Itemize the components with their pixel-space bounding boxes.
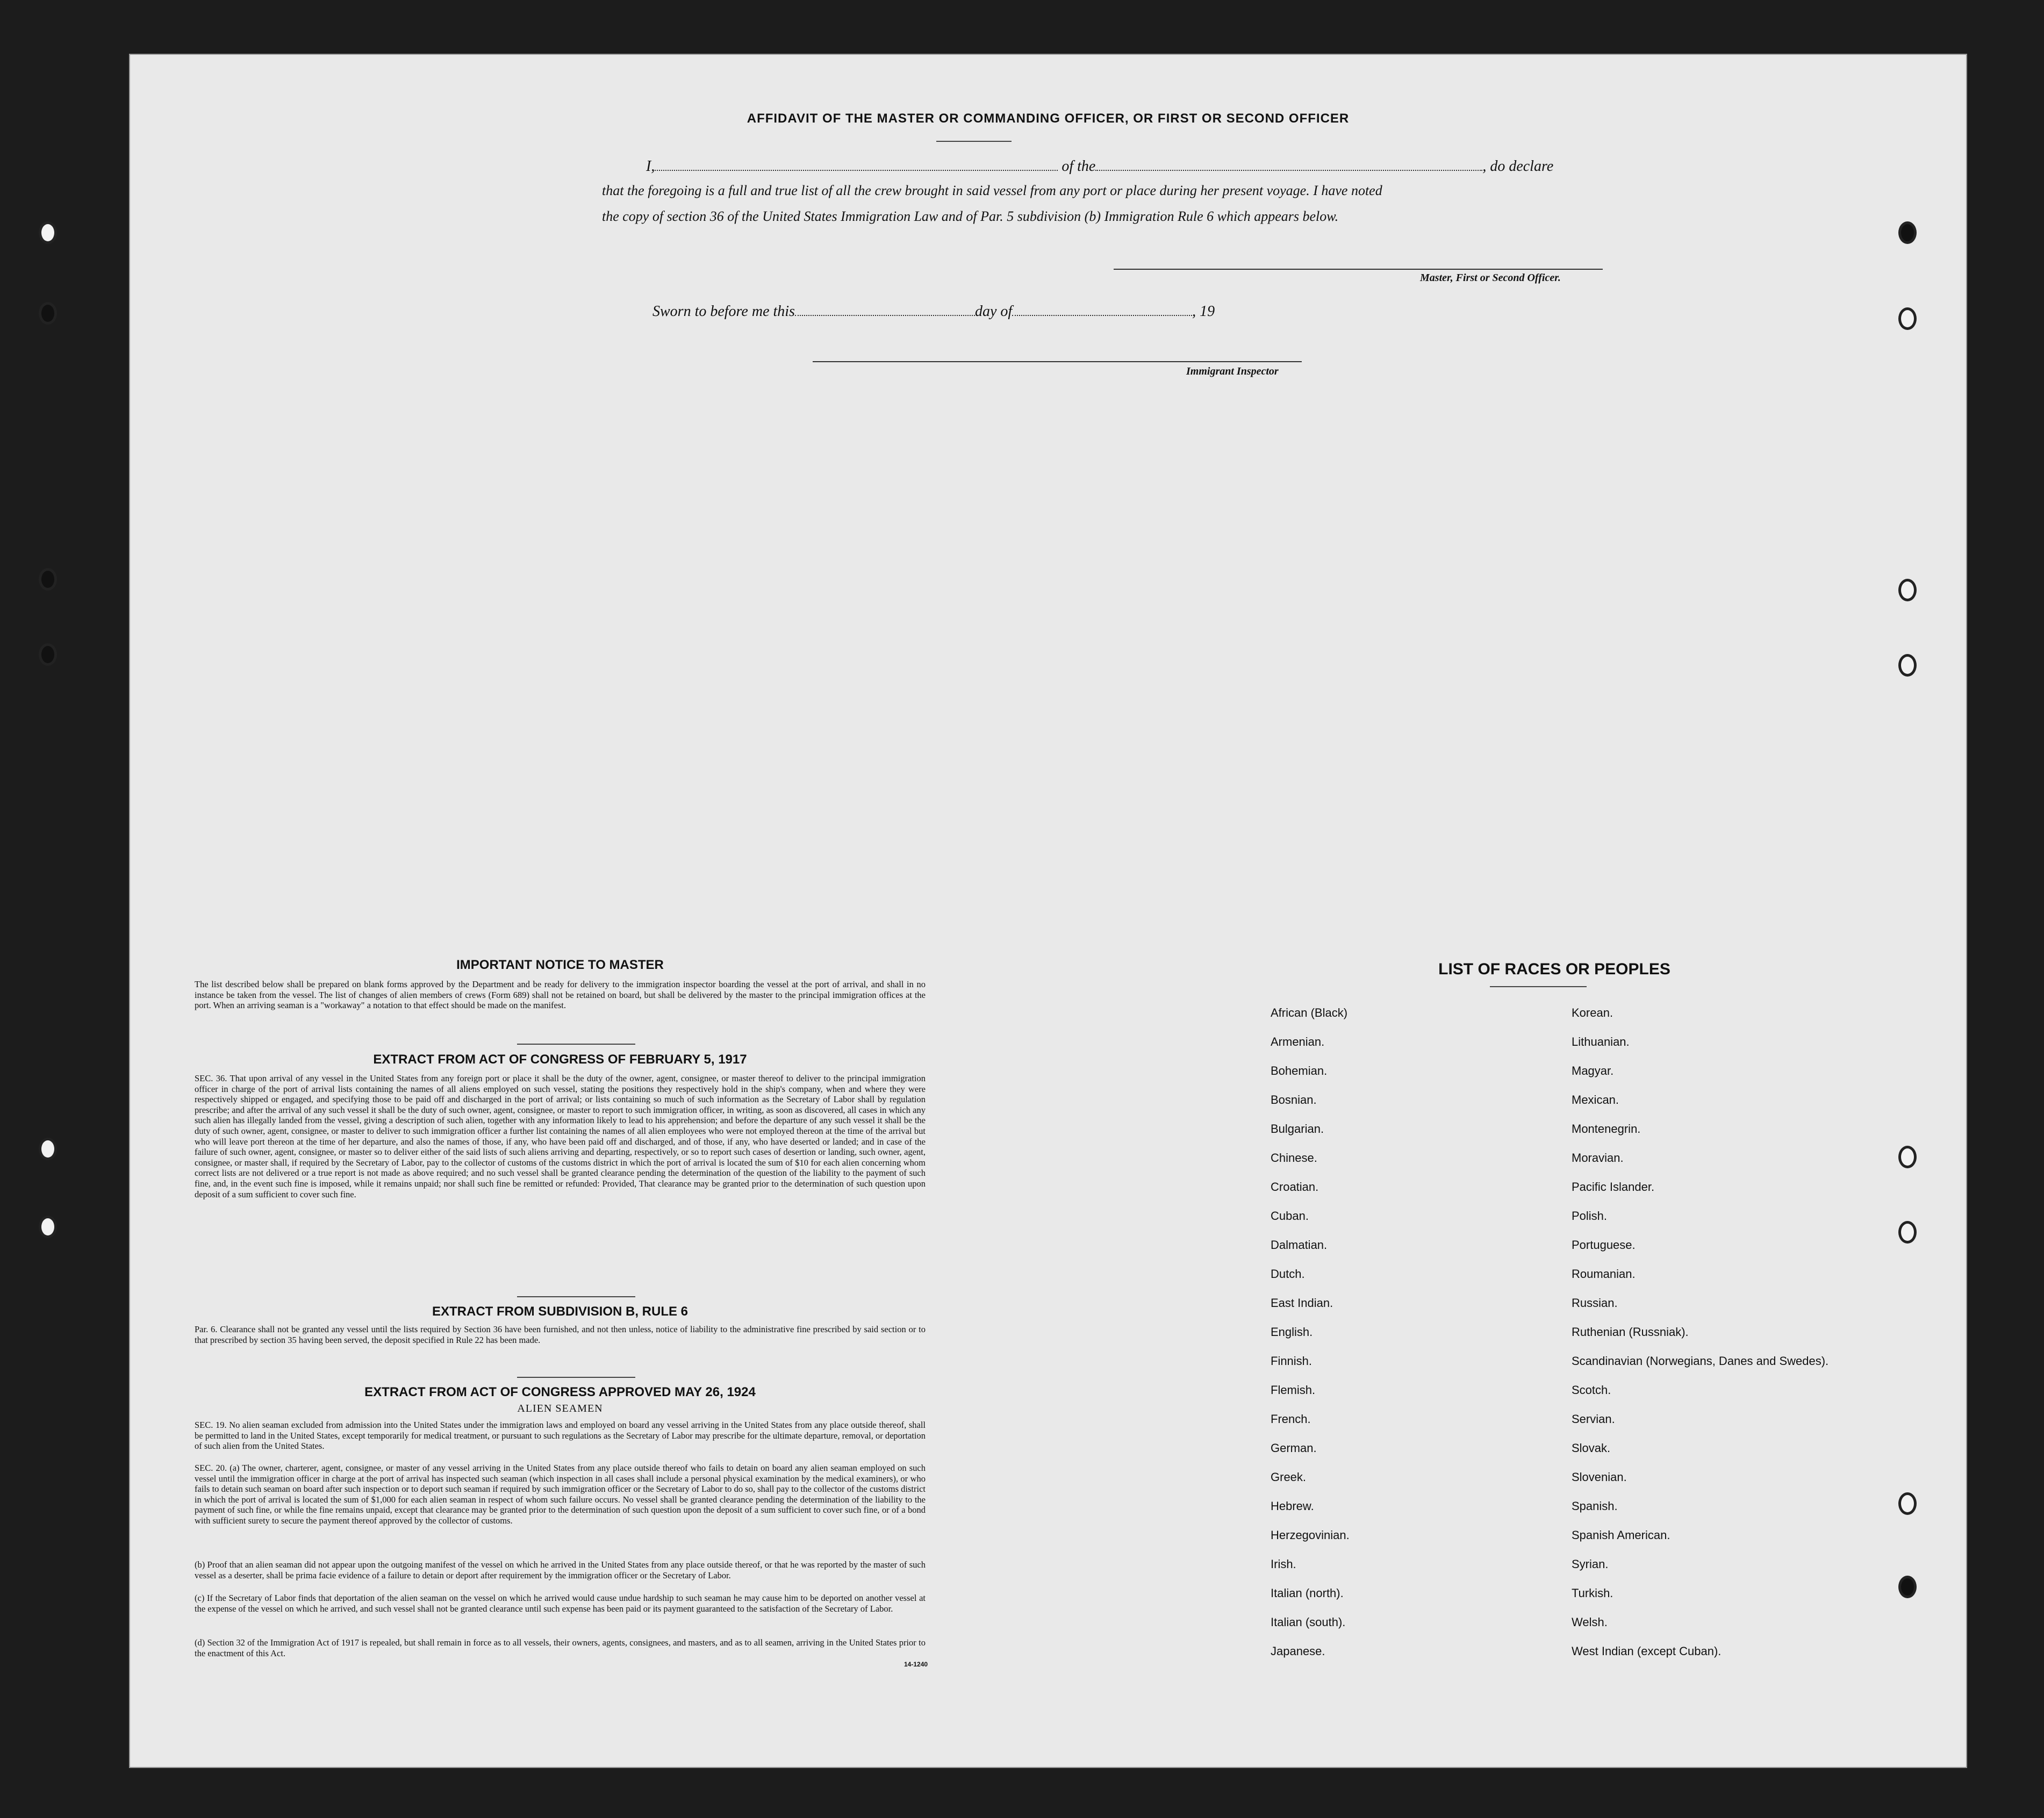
race-entry: Finnish. (1271, 1354, 1313, 1368)
race-entry: Slovenian. (1572, 1470, 1627, 1484)
race-entry: Lithuanian. (1572, 1035, 1630, 1048)
race-entry: Hebrew. (1271, 1499, 1314, 1513)
punch-hole (1898, 307, 1917, 330)
race-entry: German. (1271, 1441, 1317, 1455)
punch-hole (1898, 221, 1917, 244)
extract-1924-title: EXTRACT FROM ACT OF CONGRESS APPROVED MAY 26, 1924 (364, 1385, 756, 1399)
race-entry: Armenian. (1271, 1035, 1325, 1048)
race-entry: Magyar. (1572, 1064, 1614, 1077)
sec20c-text: (c) If the Secretary of Labor finds that deportation of the alien seaman on the vessel on which he arrived would cause undue hardship to such seaman he may cause him to be deported on another vessel at the expense of the vessel on which he arrived, and such vessel shall not be granted clearance until such expense has been paid or its payment guaranteed to the satisfaction of the Secretary of Labor. (195, 1593, 926, 1614)
race-entry: Greek. (1271, 1470, 1307, 1484)
race-entry: Portuguese. (1572, 1238, 1636, 1252)
race-entry: Syrian. (1572, 1557, 1609, 1571)
master-label: Master, First or Second Officer. (1420, 272, 1561, 284)
notice-text: The list described below shall be prepared on blank forms approved by the Department and be ready for delivery to the immigration inspector boarding the vessel at the port of arrival, and shall in no instance be taken from the vessel. The list of changes of alien members of crews (Form 689) shall not be retained on board, but shall be delivered by the master to the principal immigration offices at the port. When an arriving seaman is a "workaway" a notation to that effect should be made on the manifest. (195, 979, 926, 1011)
sworn-day-blank (795, 304, 975, 316)
race-entry: Cuban. (1271, 1209, 1309, 1223)
inspector-label: Immigrant Inspector (1186, 365, 1279, 377)
punch-hole (1898, 1146, 1917, 1168)
punch-hole (39, 568, 57, 591)
race-entry: Slovak. (1572, 1441, 1611, 1455)
affidavit-line-1 (646, 158, 1553, 175)
race-entry: Roumanian. (1572, 1267, 1636, 1281)
inspector-signature-line (813, 361, 1302, 362)
race-entry: Herzegovinian. (1271, 1528, 1350, 1542)
race-entry: Dutch. (1271, 1267, 1305, 1281)
sec20d-text: (d) Section 32 of the Immigration Act of 1917 is repealed, but shall remain in force as to all vessels, their owners, agents, consignees, and masters, and as to all seamen, arriving in the United States prior to the enactment of this Act. (195, 1637, 926, 1658)
notice-title: IMPORTANT NOTICE TO MASTER (456, 958, 664, 972)
extract-1917-text: SEC. 36. That upon arrival of any vessel in the United States from any foreign port or place it shall be the duty of the owner, agent, consignee, or master thereof to deliver to the principal immigration officer in charge of the port of arrival lists containing the names of all aliens employed on such vessel, stating the positions they respectively hold in the ship's company, when and where they were respectively shipped or engaged, and specifying those to be paid off and discharged in the port of arrival; or lists containing so much of such information as the Secretary of Labor shall by regulation prescribe; and after the arrival of any such vessel it shall be the duty of such owner, agent, consignee, or master to report to such immigration officer, in writing, as soon as discovered, all cases in which any such alien has illegally landed from the vessel, giving a description of such alien, together with any information likely to lead to his apprehension; and before the departure of any such vessel it shall be the duty of such owner, agent, consignee, or master to deliver to such immigration officer a further list containing the names of all alien employees who were not employed thereon at the time of the arrival but who will leave port thereon at the time of her departure, and also the names of those, if any, who have been paid off and discharged, and of those, if any, who have deserted or landed; and in case of the failure of such owner, agent, consignee, or master so to deliver either of the said lists of such aliens arriving and departing, respectively, or so to report such cases of desertion or landing, such owner, agent, consignee, or master shall, if required by the Secretary of Labor, pay to the collector of customs of the customs district in which the port of arrival is located the sum of $10 for each alien concerning whom correct lists are not delivered or a true report is not made as above required; and no such vessel shall be granted clearance pending the determination of the question of the liability to the payment of such fine, and, in the event such fine is imposed, while it remains unpaid; nor shall such fine be remitted or refunded: Provided, That clearance may be granted prior to the determination of such question upon deposit of a sum sufficient to cover such fine. (195, 1073, 926, 1199)
punch-hole (39, 302, 57, 325)
race-entry: Moravian. (1572, 1151, 1624, 1165)
race-entry: Servian. (1572, 1412, 1615, 1426)
punch-hole (1898, 579, 1917, 601)
race-entry: French. (1271, 1412, 1311, 1426)
race-entry: Ruthenian (Russniak). (1572, 1325, 1689, 1339)
race-entry: Irish. (1271, 1557, 1296, 1571)
race-entry: Polish. (1572, 1209, 1608, 1223)
extract-rule6-text: Par. 6. Clearance shall not be granted any vessel until the lists required by Section 36 have been furnished, and not then unless, notice of liability to the administrative fine prescribed by said section or to that prescribed by section 35 having been served, the deposit specified in Rule 22 has been made. (195, 1324, 926, 1345)
race-entry: African (Black) (1271, 1006, 1348, 1019)
extract-rule6-title: EXTRACT FROM SUBDIVISION B, RULE 6 (432, 1304, 688, 1319)
race-entry: Bosnian. (1271, 1093, 1317, 1106)
punch-hole (1898, 654, 1917, 677)
punch-hole (1898, 1492, 1917, 1515)
punch-hole (1898, 1576, 1917, 1598)
race-entry: Bohemian. (1271, 1064, 1328, 1077)
sworn-month-blank (1012, 304, 1192, 316)
race-entry: Bulgarian. (1271, 1122, 1324, 1136)
form-number: 14-1240 (904, 1661, 928, 1668)
affidavit-line-1-mid: of the (1062, 158, 1096, 175)
race-entry: Italian (south). (1271, 1615, 1346, 1629)
affidavit-line-3: the copy of section 36 of the United States Immigration Law and of Par. 5 subdivision (b) Immigration Rule 6 which appears below. (602, 209, 1339, 224)
races-right-column (1572, 1006, 1873, 1673)
races-title: LIST OF RACES OR PEOPLES (1438, 960, 1670, 978)
race-entry: East Indian. (1271, 1296, 1333, 1310)
race-entry: Russian. (1572, 1296, 1618, 1310)
punch-hole (1898, 1221, 1917, 1244)
race-entry: Croatian. (1271, 1180, 1319, 1194)
divider (517, 1377, 635, 1378)
race-entry: Montenegrin. (1572, 1122, 1641, 1136)
sec20a-text: SEC. 20. (a) The owner, charterer, agent, consignee, or master of any vessel arriving in the United States from any place outside thereof who fails to detain on board any alien seaman employed on such vessel until the immigration officer in charge at the port of arrival has inspected such seaman (which inspection in all cases shall include a personal physical examination by the medical examiners), or who fails to detain such seaman on board after such inspection or to deport such seaman if required by such immigration officer or the Secretary of Labor to do so, shall pay to the collector of the customs district in which the port of arrival is located the sum of $1,000 for each alien seaman in respect of whom such failure occurs. No vessel shall be granted clearance pending the determination of the liability to the payment of such fine, or while the fine remains unpaid, except that clearance may be granted prior to the determination of such question upon the deposit of a sum sufficient to cover such fine, or of a bond with sufficient surety to secure the payment thereof approved by the collector of customs. (195, 1463, 926, 1526)
races-left-column (1271, 1006, 1550, 1673)
sec20b-text: (b) Proof that an alien seaman did not appear upon the outgoing manifest of the vessel on which he arrived in the United States from any place outside thereof, or that he was reported by the master of such vessel as a deserter, shall be prima facie evidence of a failure to detain or deport after requirement by the immigration officer or the Secretary of Labor. (195, 1560, 926, 1580)
race-entry: Turkish. (1572, 1586, 1613, 1600)
affidavit-line-1-end: , do declare (1482, 158, 1554, 175)
punch-hole (39, 1216, 57, 1238)
race-entry: Spanish American. (1572, 1528, 1670, 1542)
race-entry: Italian (north). (1271, 1586, 1344, 1600)
extract-1924-subtitle: ALIEN SEAMEN (517, 1403, 603, 1414)
race-entry: Mexican. (1572, 1093, 1619, 1106)
document-page (129, 54, 1967, 1768)
race-entry: English. (1271, 1325, 1313, 1339)
punch-hole (39, 1138, 57, 1160)
sworn-start: Sworn to before me this (652, 303, 795, 320)
affidavit-line-2: that the foregoing is a full and true list of all the crew brought in said vessel from any port or place during her present voyage. I have noted (602, 183, 1382, 198)
sworn-mid: day of (974, 303, 1013, 320)
title-rule (936, 141, 1012, 142)
race-entry: Scotch. (1572, 1383, 1611, 1397)
race-entry: Chinese. (1271, 1151, 1317, 1165)
affidavit-line-1-start: I, (646, 158, 655, 175)
sworn-line (652, 303, 1215, 320)
extract-1917-title: EXTRACT FROM ACT OF CONGRESS OF FEBRUARY 5, 1917 (373, 1052, 747, 1067)
divider (517, 1296, 635, 1297)
sworn-year: , 19 (1192, 303, 1215, 320)
punch-hole (39, 221, 57, 244)
sec19-text: SEC. 19. No alien seaman excluded from admission into the United States under the immigration laws and employed on board any vessel arriving in the United States from any place outside thereof, shall be permitted to land in the United States, except temporarily for medical treatment, or pursuant to such regulations as the Secretary of Labor may prescribe for the ultimate departure, removal, or deportation of such alien from the United States. (195, 1420, 926, 1451)
race-entry: Scandinavian (Norwegians, Danes and Swedes). (1572, 1354, 1829, 1368)
race-entry: West Indian (except Cuban). (1572, 1644, 1722, 1658)
vessel-blank (1095, 159, 1482, 171)
race-entry: Flemish. (1271, 1383, 1316, 1397)
races-title-rule (1490, 986, 1587, 987)
affidavit-title: AFFIDAVIT OF THE MASTER OR COMMANDING OFFICER, OR FIRST OR SECOND OFFICER (747, 111, 1350, 126)
race-entry: Welsh. (1572, 1615, 1608, 1629)
race-entry: Japanese. (1271, 1644, 1325, 1658)
race-entry: Spanish. (1572, 1499, 1618, 1513)
race-entry: Dalmatian. (1271, 1238, 1328, 1252)
master-signature-line (1114, 269, 1603, 270)
race-entry: Pacific Islander. (1572, 1180, 1655, 1194)
name-blank (655, 159, 1058, 171)
race-entry: Korean. (1572, 1006, 1613, 1019)
punch-hole (39, 643, 57, 666)
divider (517, 1044, 635, 1045)
